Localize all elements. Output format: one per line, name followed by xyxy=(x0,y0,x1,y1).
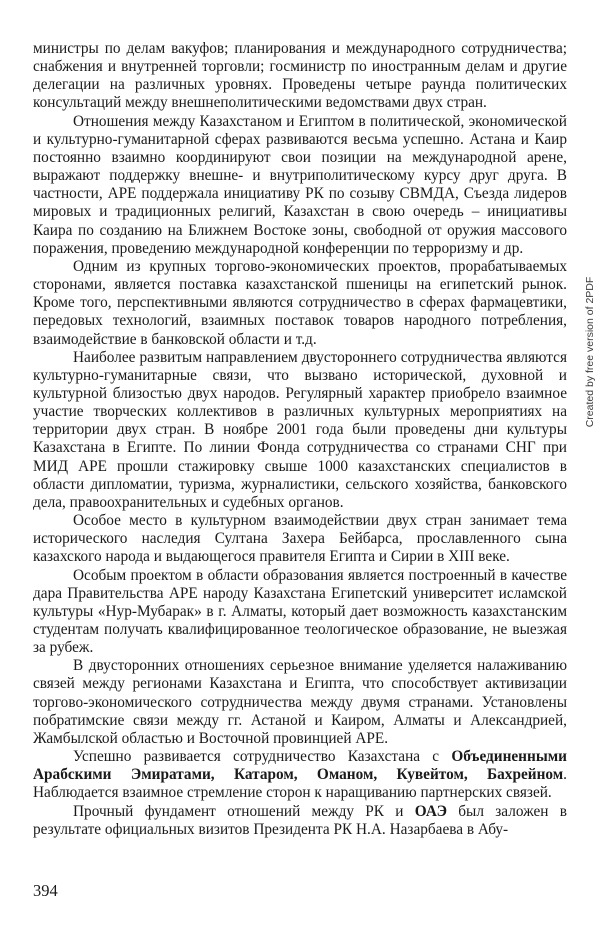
paragraph-6: Особым проектом в области образования является построенный в качестве дара Правительства АРЕ народу Казахстана Египетский университет исламской культуры «Нур-Мубарак» в г. Алматы, который дает возможность казахстанским студентам получать квалифицированное теологическое образование, не выезжая за рубеж. xyxy=(33,566,567,657)
page-body-text xyxy=(33,40,567,839)
paragraph-8-text-end: . Наблюдается взаимное стремление сторон к наращиванию партнерских связей. xyxy=(33,766,567,802)
paragraph-9 xyxy=(33,803,567,839)
paragraph-9-text-start: Прочный фундамент отношений между РК и xyxy=(73,802,415,820)
paragraph-9-text-end: был заложен в результате официальных визитов Президента РК Н.А. Назарбаева в Абу- xyxy=(33,802,567,838)
paragraph-4: Наиболее развитым направлением двустороннего сотрудничества являются культурно-гуманитарные связи, что вызвано исторической, духовной и культурной близостью двух народов. Регулярный характер приобрело взаимное участие творческих коллективов в различных культурных мероприятиях на территории двух стран. В ноябре 2001 года были проведены дни культуры Казахстана в Египте. По линии Фонда сотрудничества со странами СНГ при МИД АРЕ прошли стажировку свыше 1000 казахстанских специалистов в области дипломатии, туризма, журналистики, сельского хозяйства, банковского дела, правоохранительных и судебных органов. xyxy=(33,348,567,511)
watermark-text: Created by free version of 2PDF xyxy=(584,276,596,428)
paragraph-9-uae-bold: ОАЭ xyxy=(414,802,447,820)
paragraph-8 xyxy=(33,748,567,802)
page-number: 394 xyxy=(33,881,58,900)
paragraph-8-text-start: Успешно развивается сотрудничество Казахстана с xyxy=(73,748,452,766)
paragraph-7: В двусторонних отношениях серьезное внимание уделяется налаживанию связей между регионами Казахстана и Египта, что способствует активизации торгово-экономического сотрудничества между двумя странами. Установлены побратимские связи между гг. Астаной и Каиром, Алматы и Александрией, Жамбылской областью и Восточной провинцией АРЕ. xyxy=(33,657,567,747)
paragraph-5: Особое место в культурном взаимодействии двух стран занимает тема исторического наследия Султана Захера Бейбарса, прославленного сына казахского народа и выдающегося правителя Египта и Сирии в XIII веке. xyxy=(33,512,567,566)
paragraph-3: Одним из крупных торгово-экономических проектов, прорабатываемых сторонами, является поставка казахстанской пшеницы на египетский рынок. Кроме того, перспективными являются сотрудничество в сферах фармацевтики, передовых технологий, взаимных поставок товаров народного потребления, взаимодействие в банковской области и т.д. xyxy=(33,257,567,348)
paragraph-2: Отношения между Казахстаном и Египтом в политической, экономической и культурно-гуманитарной сферах развиваются весьма успешно. Астана и Каир постоянно взаимно координируют свои позиции на международной арене, выражают поддержку внешне- и внутриполитическому курсу друг друга. В частности, АРЕ поддержала инициативу РК по созыву СВМДА, Съезда лидеров мировых и традиционных религий, Казахстан в свою очередь – инициативы Каира по созданию на Ближнем Востоке зоны, свободной от оружия массового поражения, проведению международной конференции по терроризму и др. xyxy=(33,112,567,257)
paragraph-1: министры по делам вакуфов; планирования и международного сотрудничества; снабжения и внутренней торговли; госминистр по иностранным делам и другие делегации на различных уровнях. Проведены четыре раунда политических консультаций между внешнеполитическими ведомствами двух стран. xyxy=(33,40,567,112)
paragraph-8-countries-bold: Объединенными Арабскими Эмиратами, Катаром, Оманом, Кувейтом, Бахрейном xyxy=(33,748,567,784)
